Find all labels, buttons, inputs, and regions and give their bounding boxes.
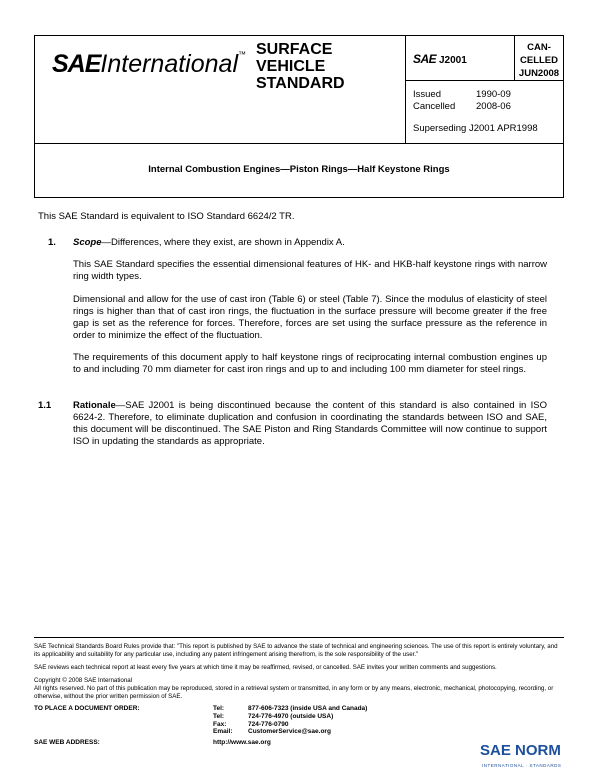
review-notice: SAE reviews each technical report at least every five years at which time it may be reaffirmed, revised, or cancelled. SAE invites your written comments and suggestions. [34, 664, 497, 671]
footer-rule [34, 637, 564, 638]
section-1-1-number: 1.1 [38, 400, 52, 411]
scope-paragraph-1: This SAE Standard specifies the essential dimensional features of HK- and HKB-half keystone rings with narrow ring width types. [73, 259, 547, 282]
issue-dates: Issued 1990-09 Cancelled 2008-06 [413, 89, 511, 112]
document-title: Internal Combustion Engines—Piston Rings—Half Keystone Rings [148, 164, 450, 175]
email-link[interactable]: CustomerService@sae.org [248, 728, 331, 736]
header-divider [405, 35, 406, 144]
sae-norm-badge: SAE NORM INTERNATIONAL · STANDARDS [480, 742, 562, 768]
intro-text: This SAE Standard is equivalent to ISO Standard 6624/2 TR. [38, 211, 295, 222]
section-1-lead: Scope—Differences, where they exist, are shown in Appendix A. [73, 237, 345, 248]
superseding: Superseding J2001 APR1998 [413, 123, 538, 134]
order-label: TO PLACE A DOCUMENT ORDER: [34, 705, 140, 712]
standard-type: SURFACE VEHICLE STANDARD [256, 41, 345, 92]
web-label: SAE WEB ADDRESS: [34, 739, 100, 746]
contact-values: 877-606-7323 (inside USA and Canada) 724-776-4970 (outside USA) 724-776-0790 CustomerService@sae.org [248, 705, 368, 736]
cancelled-status: CAN- CELLED JUN2008 [518, 42, 560, 79]
scope-paragraph-2: Dimensional and allow for the use of cast iron (Table 6) or steel (Table 7). Since the modulus of elasticity of steel rings is higher than that of cast iron rings, the fluctuation in the surface pressure will become greater if the free gap is set as the reference for forces. Therefore, forces are set using the surface pressure as the reference in order to minimize the effect of the fluctuation. [73, 294, 547, 341]
rights-notice: All rights reserved. No part of this publication may be reproduced, stored in a retrieval system or transmitted, in any form or by any means, electronic, mechanical, photocopying, recording, or otherwise, without the prior written permission of SAE. [34, 685, 554, 700]
sae-international-logo: SAEInternational™ [52, 50, 247, 78]
contact-labels: Tel: Tel: Fax: Email: [213, 705, 233, 736]
copyright: Copyright © 2008 SAE International [34, 677, 133, 684]
document-number: SAE J2001 [413, 52, 467, 66]
scope-paragraph-3: The requirements of this document apply to half keystone rings of reciprocating internal combustion engines up to and including 70 mm diameter for cast iron rings and up to and including 100 mm diameter for steel rings. [73, 352, 547, 375]
standards-board-rules: SAE Technical Standards Board Rules provide that: "This report is published by SAE to advance the state of technical and engineering sciences. The use of this report is entirely voluntary, and its applicability and suitability for any particular use, including any patent infringement arising therefrom, is the sole responsibility of the user." [34, 643, 558, 658]
rationale-paragraph: Rationale—SAE J2001 is being discontinued because the content of this standard is also contained in ISO 6624-2. Therefore, to eliminate duplication and confusion in coordinating the standards between ISO and SAE, this document will be discontinued. The SAE Piston and Ring Standards Committee will now continue to support ISO in updating the standards as appropriate. [73, 400, 547, 447]
section-1-heading: 1. [48, 237, 56, 248]
status-rule [405, 80, 564, 81]
web-link[interactable]: http://www.sae.org [213, 739, 271, 746]
